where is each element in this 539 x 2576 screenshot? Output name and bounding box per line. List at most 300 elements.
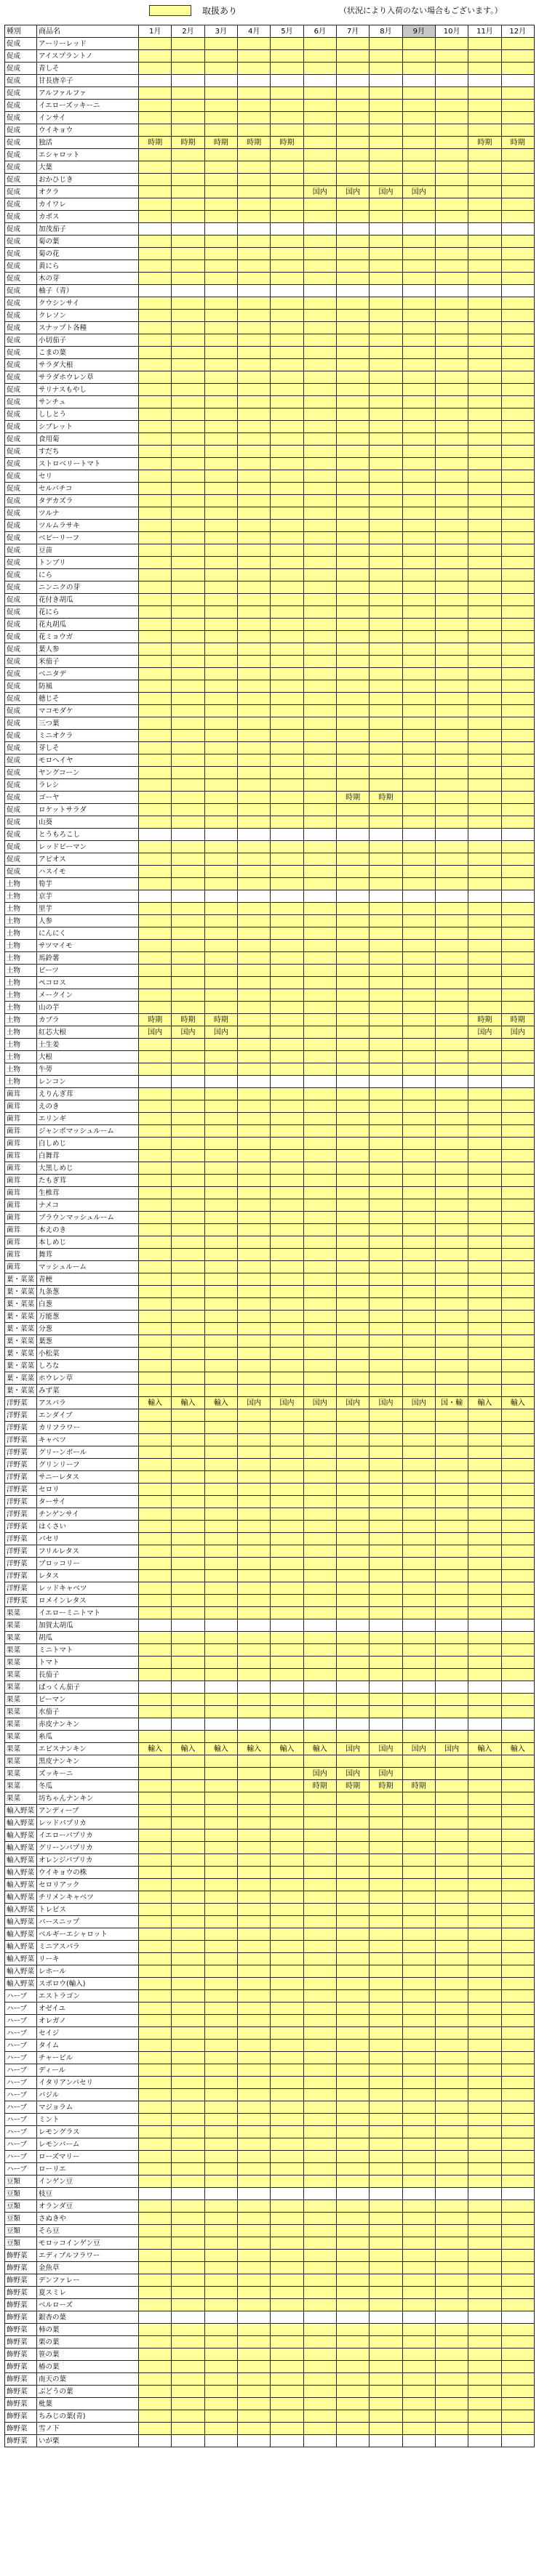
category-cell: 菌茸 bbox=[5, 1162, 37, 1175]
month-cell bbox=[139, 384, 172, 396]
month-cell bbox=[336, 1904, 369, 1916]
month-cell bbox=[435, 421, 468, 433]
month-cell bbox=[204, 2015, 237, 2027]
month-cell bbox=[336, 989, 369, 1002]
month-cell bbox=[303, 1904, 336, 1916]
month-cell: 輸入 bbox=[172, 1743, 204, 1755]
month-cell bbox=[204, 1805, 237, 1817]
table-row bbox=[5, 1619, 535, 1632]
category-cell: 豆類 bbox=[5, 2213, 37, 2225]
month-cell bbox=[139, 495, 172, 507]
month-cell bbox=[204, 1039, 237, 1051]
month-cell bbox=[204, 1533, 237, 1545]
month-cell bbox=[336, 2324, 369, 2336]
month-cell bbox=[237, 1545, 270, 1558]
item-name-cell: エリンギ bbox=[37, 1113, 139, 1125]
month-cell bbox=[501, 2077, 534, 2089]
month-cell bbox=[303, 1224, 336, 1236]
month-cell bbox=[303, 2336, 336, 2348]
month-cell bbox=[370, 656, 402, 668]
month-cell bbox=[139, 1978, 172, 1990]
category-cell: 土物 bbox=[5, 890, 37, 903]
month-cell bbox=[303, 1941, 336, 1953]
month-cell bbox=[435, 532, 468, 544]
month-cell bbox=[370, 989, 402, 1002]
month-cell bbox=[435, 1224, 468, 1236]
month-cell bbox=[204, 458, 237, 470]
month-cell bbox=[336, 619, 369, 631]
table-row bbox=[5, 1273, 535, 1286]
month-cell bbox=[402, 730, 435, 742]
month-cell bbox=[435, 1311, 468, 1323]
month-cell bbox=[204, 1953, 237, 1965]
month-cell bbox=[237, 1076, 270, 1088]
category-cell: 菌茸 bbox=[5, 1224, 37, 1236]
table-row bbox=[5, 1372, 535, 1385]
month-cell bbox=[501, 1978, 534, 1990]
month-cell bbox=[468, 1348, 501, 1360]
month-cell bbox=[370, 1076, 402, 1088]
month-cell bbox=[172, 1904, 204, 1916]
month-cell bbox=[204, 408, 237, 421]
month-cell bbox=[435, 1372, 468, 1385]
month-cell bbox=[172, 1236, 204, 1249]
table-row bbox=[5, 1879, 535, 1891]
month-cell bbox=[370, 112, 402, 124]
month-cell bbox=[435, 1582, 468, 1595]
month-cell bbox=[271, 2410, 303, 2423]
month-cell bbox=[336, 124, 369, 137]
month-cell bbox=[303, 1236, 336, 1249]
month-cell bbox=[204, 2225, 237, 2237]
month-cell bbox=[271, 717, 303, 730]
month-cell bbox=[336, 1657, 369, 1669]
month-cell bbox=[271, 1014, 303, 1026]
month-cell bbox=[468, 371, 501, 384]
item-name-cell: 紅芯大根 bbox=[37, 1026, 139, 1039]
month-cell bbox=[271, 1533, 303, 1545]
month-cell bbox=[237, 2386, 270, 2398]
month-cell bbox=[336, 1014, 369, 1026]
month-cell bbox=[139, 2163, 172, 2175]
month-cell bbox=[271, 1100, 303, 1113]
table-row bbox=[5, 557, 535, 569]
month-cell bbox=[204, 2126, 237, 2138]
month-cell bbox=[172, 2077, 204, 2089]
month-cell bbox=[204, 87, 237, 100]
month-cell bbox=[237, 1805, 270, 1817]
month-cell bbox=[237, 792, 270, 804]
month-cell bbox=[303, 569, 336, 581]
month-cell bbox=[303, 408, 336, 421]
month-cell bbox=[303, 396, 336, 408]
item-name-cell: 笹の葉 bbox=[37, 2348, 139, 2361]
month-cell bbox=[336, 2348, 369, 2361]
month-cell bbox=[204, 174, 237, 186]
month-cell bbox=[501, 507, 534, 520]
table-row bbox=[5, 2003, 535, 2015]
month-cell bbox=[172, 161, 204, 174]
table-row bbox=[5, 2274, 535, 2287]
month-cell bbox=[402, 853, 435, 866]
month-cell bbox=[370, 1409, 402, 1422]
month-cell bbox=[402, 470, 435, 483]
month-cell bbox=[172, 1212, 204, 1224]
month-cell bbox=[172, 2361, 204, 2373]
month-cell bbox=[237, 1694, 270, 1706]
month-cell bbox=[336, 1558, 369, 1570]
month-cell bbox=[501, 1286, 534, 1298]
month-cell bbox=[271, 2040, 303, 2052]
month-cell bbox=[303, 2262, 336, 2274]
table-row bbox=[5, 1558, 535, 1570]
month-cell bbox=[402, 1162, 435, 1175]
month-cell bbox=[468, 2163, 501, 2175]
month-cell bbox=[303, 137, 336, 149]
month-cell bbox=[172, 50, 204, 63]
table-row bbox=[5, 2410, 535, 2423]
item-name-cell: レタス bbox=[37, 1570, 139, 1582]
month-cell bbox=[501, 1323, 534, 1335]
month-cell bbox=[271, 989, 303, 1002]
month-cell bbox=[172, 124, 204, 137]
month-cell bbox=[271, 767, 303, 779]
month-cell bbox=[468, 581, 501, 594]
item-name-cell: 京芋 bbox=[37, 890, 139, 903]
month-cell bbox=[204, 1471, 237, 1484]
category-cell: ハーブ bbox=[5, 2064, 37, 2077]
month-cell bbox=[501, 396, 534, 408]
category-cell: 飾野菜 bbox=[5, 2361, 37, 2373]
month-cell bbox=[501, 1051, 534, 1063]
month-cell bbox=[435, 792, 468, 804]
month-cell bbox=[435, 2398, 468, 2410]
month-cell bbox=[303, 1817, 336, 1830]
month-cell bbox=[468, 161, 501, 174]
month-cell bbox=[172, 2250, 204, 2262]
item-name-cell: チャービル bbox=[37, 2052, 139, 2064]
month-cell bbox=[468, 2262, 501, 2274]
month-cell bbox=[237, 149, 270, 161]
item-name-cell: クレソン bbox=[37, 310, 139, 322]
month-cell bbox=[435, 2348, 468, 2361]
month-cell bbox=[370, 1311, 402, 1323]
month-cell bbox=[501, 470, 534, 483]
month-cell bbox=[237, 1681, 270, 1694]
month-cell bbox=[501, 1249, 534, 1261]
month-cell bbox=[172, 483, 204, 495]
month-cell bbox=[435, 1113, 468, 1125]
month-cell bbox=[204, 1904, 237, 1916]
month-cell bbox=[271, 2262, 303, 2274]
month-cell bbox=[303, 211, 336, 223]
month-cell: 輸入 bbox=[139, 1397, 172, 1409]
month-cell bbox=[435, 1088, 468, 1100]
month-cell bbox=[237, 2151, 270, 2163]
month-cell bbox=[336, 1051, 369, 1063]
month-cell bbox=[435, 1595, 468, 1607]
month-cell bbox=[336, 1162, 369, 1175]
month-cell bbox=[237, 2250, 270, 2262]
month-cell bbox=[370, 2324, 402, 2336]
header-row bbox=[5, 25, 535, 38]
item-name-cell: 甘長唐辛子 bbox=[37, 75, 139, 87]
month-cell bbox=[402, 816, 435, 829]
month-cell bbox=[303, 1953, 336, 1965]
table-row bbox=[5, 50, 535, 63]
month-cell bbox=[303, 754, 336, 767]
month-cell bbox=[204, 285, 237, 297]
month-cell bbox=[237, 1002, 270, 1014]
item-name-cell: えりんぎ茸 bbox=[37, 1088, 139, 1100]
month-cell bbox=[402, 1446, 435, 1459]
month-cell bbox=[271, 1731, 303, 1743]
month-cell bbox=[435, 1965, 468, 1978]
month-cell bbox=[303, 1249, 336, 1261]
month-cell bbox=[435, 1854, 468, 1867]
month-cell bbox=[237, 1212, 270, 1224]
month-cell bbox=[204, 198, 237, 211]
month-cell bbox=[435, 1422, 468, 1434]
month-cell bbox=[501, 446, 534, 458]
month-cell bbox=[271, 384, 303, 396]
month-cell bbox=[303, 927, 336, 940]
month-cell bbox=[402, 829, 435, 841]
month-cell bbox=[468, 112, 501, 124]
month-cell bbox=[501, 347, 534, 359]
month-cell bbox=[271, 520, 303, 532]
month-cell bbox=[139, 1582, 172, 1595]
month-cell bbox=[402, 1928, 435, 1941]
month-cell bbox=[271, 334, 303, 347]
month-cell bbox=[139, 952, 172, 965]
month-cell bbox=[271, 569, 303, 581]
month-cell bbox=[303, 75, 336, 87]
month-cell bbox=[402, 1360, 435, 1372]
month-cell bbox=[204, 1360, 237, 1372]
month-cell bbox=[435, 656, 468, 668]
month-cell bbox=[468, 2101, 501, 2114]
month-cell bbox=[501, 161, 534, 174]
month-cell bbox=[501, 829, 534, 841]
month-cell bbox=[336, 1681, 369, 1694]
table-row bbox=[5, 1694, 535, 1706]
month-cell bbox=[402, 1879, 435, 1891]
month-cell bbox=[237, 1063, 270, 1076]
month-cell bbox=[204, 643, 237, 656]
month-cell bbox=[370, 174, 402, 186]
month-cell bbox=[204, 2262, 237, 2274]
month-cell bbox=[468, 1891, 501, 1904]
month-cell bbox=[271, 1372, 303, 1385]
month-cell bbox=[204, 1731, 237, 1743]
month-cell bbox=[435, 1681, 468, 1694]
month-cell bbox=[336, 1854, 369, 1867]
category-cell: 飾野菜 bbox=[5, 2250, 37, 2262]
month-cell: 国内 bbox=[237, 1397, 270, 1409]
month-cell bbox=[468, 446, 501, 458]
month-cell bbox=[501, 1632, 534, 1644]
month-cell bbox=[303, 977, 336, 989]
table-row bbox=[5, 693, 535, 705]
month-cell bbox=[204, 2151, 237, 2163]
month-cell bbox=[468, 421, 501, 433]
month-cell bbox=[501, 2015, 534, 2027]
month-cell bbox=[271, 1619, 303, 1632]
month-cell bbox=[303, 2027, 336, 2040]
month-cell bbox=[370, 2138, 402, 2151]
month-cell bbox=[303, 853, 336, 866]
category-cell: 洋野菜 bbox=[5, 1459, 37, 1471]
item-name-cell: ブロッコリー bbox=[37, 1558, 139, 1570]
month-cell bbox=[139, 890, 172, 903]
month-cell bbox=[370, 1953, 402, 1965]
month-cell bbox=[303, 866, 336, 878]
month-cell bbox=[501, 1273, 534, 1286]
month-cell: 国内 bbox=[402, 186, 435, 198]
month-cell bbox=[237, 1755, 270, 1768]
month-cell bbox=[237, 1311, 270, 1323]
month-cell bbox=[468, 754, 501, 767]
month-cell bbox=[237, 38, 270, 50]
month-cell bbox=[237, 693, 270, 705]
month-cell bbox=[237, 1953, 270, 1965]
month-cell bbox=[204, 792, 237, 804]
month-cell bbox=[139, 829, 172, 841]
month-cell bbox=[237, 1521, 270, 1533]
month-cell bbox=[139, 310, 172, 322]
item-name-cell: ぱっくん茄子 bbox=[37, 1681, 139, 1694]
month-cell bbox=[303, 2410, 336, 2423]
month-cell bbox=[172, 2386, 204, 2398]
month-cell bbox=[336, 1323, 369, 1335]
month-cell bbox=[271, 866, 303, 878]
month-cell bbox=[435, 779, 468, 792]
month-cell bbox=[435, 297, 468, 310]
month-cell bbox=[336, 606, 369, 619]
month-cell bbox=[501, 680, 534, 693]
table-row bbox=[5, 2435, 535, 2447]
item-name-cell: トマト bbox=[37, 1657, 139, 1669]
category-cell: 洋野菜 bbox=[5, 1545, 37, 1558]
month-cell bbox=[468, 1644, 501, 1657]
table-row bbox=[5, 2299, 535, 2311]
table-row bbox=[5, 1570, 535, 1582]
month-cell bbox=[204, 606, 237, 619]
item-name-cell: セロリアック bbox=[37, 1879, 139, 1891]
month-cell bbox=[237, 940, 270, 952]
month-cell bbox=[468, 853, 501, 866]
month-cell bbox=[172, 2200, 204, 2213]
month-cell bbox=[435, 1718, 468, 1731]
month-cell bbox=[336, 1879, 369, 1891]
month-cell bbox=[271, 1830, 303, 1842]
table-row bbox=[5, 2373, 535, 2386]
month-cell bbox=[139, 977, 172, 989]
month-cell bbox=[237, 2138, 270, 2151]
category-cell: 菌茸 bbox=[5, 1261, 37, 1273]
month-cell: 国内 bbox=[370, 1397, 402, 1409]
month-cell bbox=[370, 1249, 402, 1261]
table-row bbox=[5, 507, 535, 520]
month-cell bbox=[303, 878, 336, 890]
category-cell: 飾野菜 bbox=[5, 2274, 37, 2287]
category-cell: 飾野菜 bbox=[5, 2386, 37, 2398]
month-cell bbox=[336, 2175, 369, 2188]
month-cell bbox=[435, 124, 468, 137]
month-cell bbox=[237, 1484, 270, 1496]
month-cell bbox=[237, 1026, 270, 1039]
month-cell bbox=[271, 1867, 303, 1879]
month-cell bbox=[204, 730, 237, 742]
month-cell bbox=[237, 1718, 270, 1731]
month-cell bbox=[501, 520, 534, 532]
month-cell bbox=[402, 693, 435, 705]
item-name-cell: とうもろこし bbox=[37, 829, 139, 841]
month-cell bbox=[139, 1113, 172, 1125]
month-cell bbox=[271, 2052, 303, 2064]
month-cell bbox=[370, 1595, 402, 1607]
month-cell bbox=[501, 1780, 534, 1792]
month-cell bbox=[468, 285, 501, 297]
month-cell bbox=[468, 1125, 501, 1138]
month-cell bbox=[139, 1224, 172, 1236]
month-cell bbox=[237, 2077, 270, 2089]
month-cell bbox=[402, 1570, 435, 1582]
month-cell bbox=[370, 198, 402, 211]
month-cell bbox=[402, 890, 435, 903]
month-cell bbox=[237, 2336, 270, 2348]
month-cell bbox=[435, 446, 468, 458]
month-cell bbox=[303, 1867, 336, 1879]
month-cell bbox=[139, 544, 172, 557]
item-name-cell: ちみじの葉(青) bbox=[37, 2410, 139, 2423]
month-cell bbox=[237, 2361, 270, 2373]
month-cell bbox=[402, 2398, 435, 2410]
month-cell bbox=[271, 1669, 303, 1681]
month-cell bbox=[370, 2040, 402, 2052]
month-cell bbox=[435, 2299, 468, 2311]
table-row bbox=[5, 2262, 535, 2274]
month-cell bbox=[271, 1916, 303, 1928]
month-cell bbox=[237, 2299, 270, 2311]
month-cell bbox=[468, 1694, 501, 1706]
month-cell bbox=[204, 433, 237, 446]
category-cell: 洋野菜 bbox=[5, 1558, 37, 1570]
month-cell bbox=[370, 631, 402, 643]
month-cell bbox=[204, 1508, 237, 1521]
month-cell bbox=[336, 483, 369, 495]
month-cell bbox=[468, 124, 501, 137]
item-name-cell: 花付き胡瓜 bbox=[37, 594, 139, 606]
month-cell bbox=[303, 470, 336, 483]
month-cell bbox=[501, 1805, 534, 1817]
month-cell bbox=[501, 1187, 534, 1199]
month-cell bbox=[501, 1644, 534, 1657]
month-cell bbox=[303, 2361, 336, 2373]
category-cell: 土物 bbox=[5, 989, 37, 1002]
category-cell: 促成 bbox=[5, 384, 37, 396]
month-cell bbox=[468, 1088, 501, 1100]
month-cell bbox=[237, 619, 270, 631]
month-cell bbox=[172, 310, 204, 322]
month-cell bbox=[501, 1619, 534, 1632]
month-cell bbox=[370, 1150, 402, 1162]
month-cell bbox=[501, 248, 534, 260]
item-name-cell: ツルムラサキ bbox=[37, 520, 139, 532]
category-cell: 促成 bbox=[5, 754, 37, 767]
month-cell bbox=[172, 730, 204, 742]
